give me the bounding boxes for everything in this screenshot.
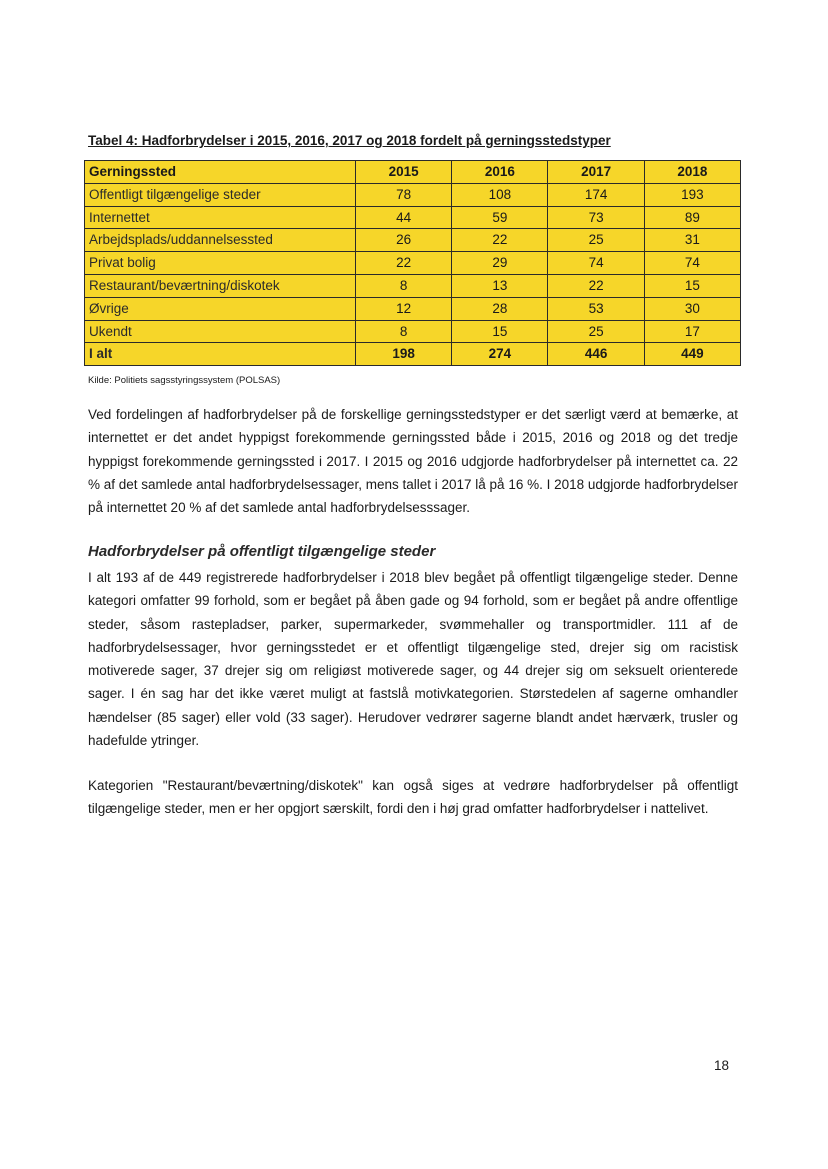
paragraph-internet: Ved fordelingen af hadforbrydelser på de forskellige gerningsstedstyper er det særligt værd at bemærke, at internettet er det andet hyppigst forekommende gerningssted både i 2015, 2016 og 2018 og det tredje hyppigst forekommende gerningssted i 2017. I 2015 og 2016 udgjorde hadforbrydelser på internettet ca. 22 % af det samlede antal hadforbrydelsessager, mens tallet i 2017 lå på 16 %. I 2018 udgjorde hadforbrydelser på internettet 20 % af det samlede antal hadforbrydelsesssager. [88,407,738,516]
cell-2018: 74 [644,252,740,275]
table-row [85,206,741,229]
cell-2017: 74 [548,252,644,275]
header-2016: 2016 [452,161,548,184]
row-label: Øvrige [85,297,356,320]
table-row [85,183,741,206]
table-source: Kilde: Politiets sagsstyringssystem (POLSAS) [88,375,281,386]
cell-2015: 22 [356,252,452,275]
table-title: Tabel 4: Hadforbrydelser i 2015, 2016, 2017 og 2018 fordelt på gerningsstedstyper [88,133,611,148]
cell-2018: 89 [644,206,740,229]
header-2015: 2015 [356,161,452,184]
total-label: I alt [85,343,356,366]
row-label: Internettet [85,206,356,229]
paragraph-restaurant: Kategorien "Restaurant/beværtning/diskotek" kan også siges at vedrøre hadforbrydelser på offentligt tilgængelige steder, men er her opgjort særskilt, fordi den i høj grad omfatter hadforbrydelser i nattelivet. [88,778,738,817]
row-label: Arbejdsplads/uddannelsessted [85,229,356,252]
cell-2017: 22 [548,274,644,297]
paragraph-public-places: I alt 193 af de 449 registrerede hadforbrydelser i 2018 blev begået på offentligt tilgængelige steder. Denne kategori omfatter 99 forhold, som er begået på åben gade og 94 forhold, som er begået på andre offentlige steder, såsom rastepladser, parker, supermarkeder, svømmehaller og transportmidler. 111 af de hadforbrydelsessager, hvor gerningsstedet er et offentligt tilgængelige sted, drejer sig om racistisk motiverede sager, 37 drejer sig om religiøst motiverede sager, og 44 drejer sig om seksuelt orienterede sager. I én sag har det ikke været muligt at fastslå motivkategorien. Størstedelen af sagerne omhandler hændelser (85 sager) eller vold (33 sager). Herudover vedrører sagerne blandt andet hærværk, trusler og hadefulde ytringer. [88,570,738,749]
table-row [85,252,741,275]
cell-2018: 15 [644,274,740,297]
table-header-row [85,161,741,184]
cell-2018: 31 [644,229,740,252]
total-2017: 446 [548,343,644,366]
cell-2015: 26 [356,229,452,252]
cell-2016: 13 [452,274,548,297]
cell-2016: 15 [452,320,548,343]
total-2016: 274 [452,343,548,366]
cell-2016: 28 [452,297,548,320]
table-row [85,274,741,297]
page-number: 18 [714,1058,730,1073]
cell-2015: 8 [356,320,452,343]
row-label: Offentligt tilgængelige steder [85,183,356,206]
total-2015: 198 [356,343,452,366]
header-2017: 2017 [548,161,644,184]
cell-2017: 53 [548,297,644,320]
cell-2018: 30 [644,297,740,320]
table-row [85,229,741,252]
cell-2015: 12 [356,297,452,320]
cell-2015: 44 [356,206,452,229]
cell-2015: 8 [356,274,452,297]
row-label: Restaurant/beværtning/diskotek [85,274,356,297]
cell-2017: 25 [548,320,644,343]
cell-2017: 25 [548,229,644,252]
table-total-row [85,343,741,366]
row-label: Privat bolig [85,252,356,275]
cell-2017: 174 [548,183,644,206]
header-location: Gerningssted [85,161,356,184]
total-2018: 449 [644,343,740,366]
cell-2016: 59 [452,206,548,229]
section-heading: Hadforbrydelser på offentligt tilgængelige steder [88,543,436,560]
crime-location-table [84,160,741,366]
table-row [85,320,741,343]
cell-2015: 78 [356,183,452,206]
cell-2016: 29 [452,252,548,275]
cell-2016: 22 [452,229,548,252]
header-2018: 2018 [644,161,740,184]
cell-2016: 108 [452,183,548,206]
cell-2017: 73 [548,206,644,229]
cell-2018: 17 [644,320,740,343]
cell-2018: 193 [644,183,740,206]
table-row [85,297,741,320]
row-label: Ukendt [85,320,356,343]
